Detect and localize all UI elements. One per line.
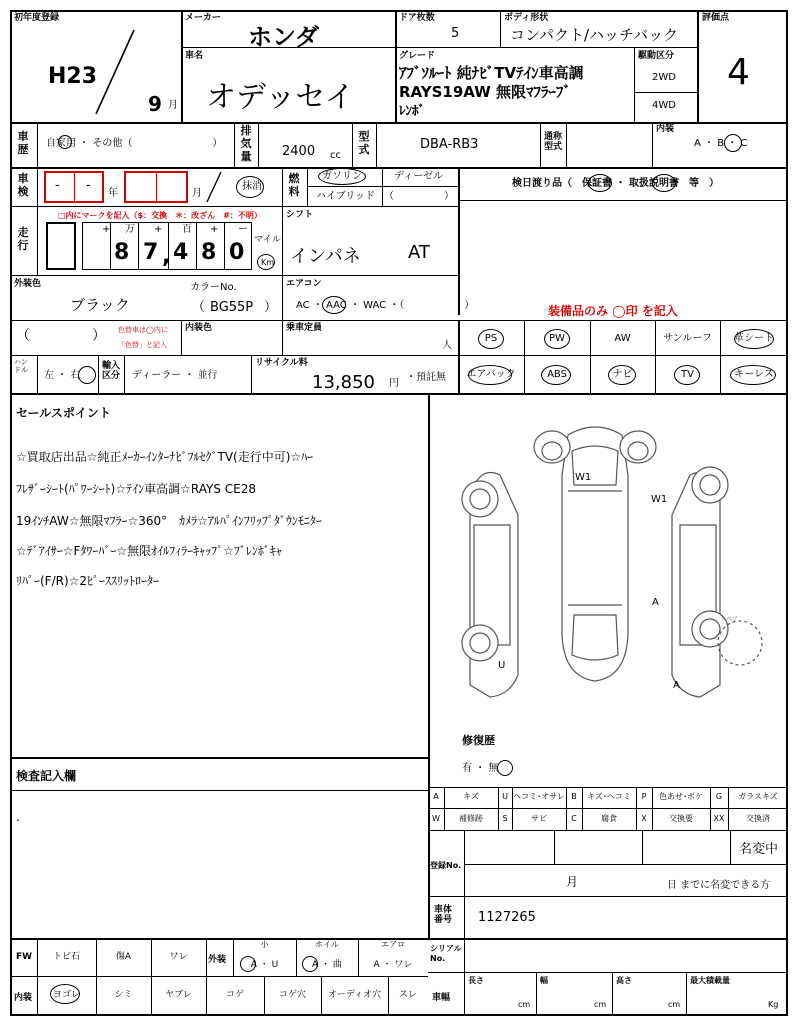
unit-hyaku: 百 — [182, 224, 192, 235]
divider — [10, 206, 458, 207]
slash — [203, 170, 225, 204]
mileage-digit-3: 4 — [173, 240, 189, 265]
maker: ホンダ — [248, 23, 320, 51]
divider — [697, 10, 699, 122]
type-code: DBA-RB3 — [420, 137, 479, 152]
grade-line2: RAYS19AW 無限ﾏﾌﾗｰﾌﾞ — [399, 83, 571, 101]
equip-sunroof: サンルーフ — [663, 333, 712, 344]
divider — [10, 167, 788, 169]
int-item: ヨゴレ — [52, 990, 80, 1000]
divider — [428, 393, 430, 938]
score-label: 評価点 — [702, 13, 730, 23]
chassis-no: 1127265 — [478, 910, 536, 925]
ac-value: AC ・ AAC ・ WAC ・（ ） — [296, 300, 475, 311]
height-label: 高さ — [616, 976, 632, 985]
fuel-diesel: ディーゼル — [394, 171, 443, 182]
spare-label: スペア — [720, 616, 739, 623]
damage-mark: A — [652, 597, 659, 608]
divider — [428, 808, 788, 809]
chassis-label: 車体番号 — [434, 905, 453, 925]
car-top-view — [534, 427, 656, 681]
ac-label: エアコン — [286, 279, 322, 289]
repair-none-circle — [497, 760, 513, 776]
displacement: 2400 — [282, 144, 316, 159]
handle-label: ハンドル — [14, 358, 28, 374]
equip-ps-circle — [478, 329, 504, 349]
color-no-label: カラーNo. — [190, 282, 237, 293]
fw-label: FW — [16, 952, 33, 962]
divider — [10, 320, 788, 321]
fuel-hybrid: ハイブリッド — [316, 191, 375, 202]
divider — [37, 206, 38, 275]
divider — [540, 122, 541, 167]
inspection-none-circle — [236, 176, 264, 198]
int-item: コゲ — [225, 990, 244, 1000]
import-label: 輸入区分 — [102, 361, 121, 381]
divider — [37, 167, 38, 206]
tick: + — [102, 224, 111, 235]
equip-pw: PW — [549, 333, 565, 344]
divider — [458, 320, 460, 393]
exterior-label: 外装色 — [14, 279, 42, 289]
divider — [634, 47, 635, 122]
equip-airbag-circle — [468, 365, 512, 385]
handle-value: 左 ・ 右 — [44, 370, 81, 381]
divider — [352, 122, 353, 167]
legend-code: G — [715, 792, 723, 801]
deposit: ・預託無 — [406, 372, 446, 383]
repair-value: 有 ・ 無 — [462, 763, 499, 774]
divider — [382, 167, 383, 206]
serial-label: シリアルNo. — [430, 944, 462, 963]
divider — [181, 10, 183, 122]
tick: + — [154, 224, 163, 235]
legend-code: S — [502, 814, 508, 823]
ext-small-label: 小 — [260, 940, 269, 949]
int-item: コゲ穴 — [278, 990, 306, 1000]
mileage-digit-5: 0 — [229, 240, 245, 265]
equip-tv-circle — [674, 365, 700, 385]
divider — [282, 275, 283, 355]
first-reg-month: 9 — [148, 92, 162, 116]
legend-desc: 交換要 — [669, 814, 693, 823]
mileage-comma: , — [162, 244, 171, 269]
docs-label: 検日渡り品（ 保証書 ・ 取扱説明書 等 ） — [512, 178, 719, 189]
ext-label: 外装 — [208, 955, 227, 965]
model-label: 車名 — [185, 51, 204, 61]
divider — [181, 320, 182, 355]
divider — [458, 355, 788, 356]
divider — [464, 864, 788, 865]
divider — [730, 830, 731, 864]
spare-tire-view — [718, 621, 762, 665]
shift-label: シフト — [286, 210, 314, 220]
unit-mile: マイル — [254, 235, 281, 245]
sales-line-4: ☆ﾃﾞｱｲｻｰ☆Fﾀﾜｰﾊﾞｰ☆無限ｵｲﾙﾌｨﾗｰｷｬｯﾌﾟ☆ﾌﾞﾚﾝﾎﾞｷｬ — [16, 544, 282, 558]
repair-label: 修復歴 — [462, 734, 495, 747]
doors: 5 — [451, 26, 460, 41]
color-note2: 「色替」と記入 — [118, 341, 167, 349]
divider — [428, 938, 788, 940]
divider — [96, 938, 97, 1016]
disp-label: 排気量 — [240, 124, 252, 163]
equip-navi: ナビ — [612, 369, 633, 380]
equip-airbag: エアバック — [466, 369, 516, 380]
docs-circle-manual — [652, 174, 676, 192]
score: 4 — [727, 52, 750, 93]
int-item: スレ — [398, 990, 417, 1000]
height-unit: cm — [668, 1000, 681, 1009]
equip-keyless-circle — [730, 365, 776, 385]
sales-line-3: 19ｲﾝﾁAW☆無限ﾏﾌﾗｰ☆360° ｶﾒﾗ☆ｱﾙﾊﾟｲﾝﾌﾘｯﾌﾟﾀﾞｳﾝﾓﾆﾀｰ — [16, 514, 322, 528]
divider — [37, 938, 38, 1016]
divider — [634, 92, 697, 93]
divider — [720, 320, 721, 393]
legend-code: P — [641, 792, 647, 801]
month-unit: 月 — [168, 100, 178, 111]
equip-ps: PS — [484, 333, 498, 344]
weight-unit: Kg — [768, 1000, 779, 1009]
recycle-label: リサイクル料 — [255, 358, 308, 368]
divider — [566, 122, 567, 167]
divider — [395, 10, 397, 122]
mileage-digit-2: 7 — [143, 240, 159, 265]
inspection-label: 車検 — [17, 172, 29, 198]
divider — [151, 938, 152, 1016]
date-slash — [90, 28, 140, 118]
name-change: 名変中 — [739, 842, 779, 857]
divider — [258, 122, 259, 167]
interior-b-circle — [724, 134, 742, 152]
color-note1: 色替車は◯内に — [118, 326, 168, 334]
divider — [590, 320, 591, 393]
legend-desc: 交換済 — [746, 814, 770, 823]
divider — [536, 972, 537, 1016]
ext-aero-value: A ・ ワレ — [373, 960, 413, 970]
interior-color-label: 内装色 — [185, 323, 213, 333]
divider — [655, 320, 656, 393]
transmission: AT — [408, 242, 430, 263]
size-label: 車幅 — [432, 993, 451, 1003]
body-label: ボディ形状 — [504, 13, 549, 23]
equip-navi-circle — [608, 365, 636, 385]
grade-line1: ｱﾌﾞｿﾙｰﾄ 純ﾅﾋﾞTVﾃｲﾝ車高調 — [399, 64, 584, 82]
shift-value: インパネ — [290, 246, 361, 267]
paren-close: ） — [92, 328, 106, 344]
handle-right-circle — [78, 366, 96, 384]
divider — [10, 393, 788, 395]
type-label: 型式 — [358, 130, 370, 156]
damage-mark: W1 — [575, 472, 592, 483]
mileage-mark-box — [46, 222, 76, 270]
import-value: ディーラー ・ 並行 — [132, 370, 218, 381]
legend-code: W — [432, 814, 440, 823]
ext-wheel-label: ホイル — [315, 940, 339, 949]
legend-code: B — [571, 792, 577, 801]
fuel-gasoline-circle — [318, 168, 366, 185]
inspection-year-unit: 年 — [108, 188, 118, 199]
ext-small-circle — [240, 956, 256, 972]
legend-code: C — [571, 814, 577, 823]
capacity-unit: 人 — [442, 340, 452, 351]
dash: - — [86, 178, 91, 193]
equip-leather-circle — [734, 329, 774, 349]
fuel-label: 燃料 — [288, 172, 300, 198]
divider — [74, 171, 75, 203]
car-right-side-view — [672, 467, 728, 697]
legend-code: A — [433, 792, 439, 801]
int-item: オーディオ穴 — [327, 990, 382, 1000]
ext-small-value: A ・ U — [250, 960, 279, 970]
tick: ー — [238, 224, 248, 235]
reg-month: 月 — [566, 875, 579, 889]
divider — [10, 757, 428, 759]
divider — [428, 896, 788, 897]
divider — [282, 206, 283, 275]
divider — [206, 938, 207, 1016]
sales-line-5: ﾘﾊﾟｰ(F/R)☆2ﾋﾟｰｽｽﾘｯﾄﾛｰﾀｰ — [16, 574, 160, 588]
grade-line3: ﾚﾝﾎﾞ — [399, 104, 425, 119]
weight-label: 最大積載量 — [690, 976, 730, 985]
ac-aac-circle — [322, 296, 346, 314]
divider — [124, 355, 125, 393]
legend-code: XX — [713, 814, 725, 823]
sales-line-2: ﾌﾚｻﾞｰｼｰﾄ(ﾊﾟﾜｰｼｰﾄ)☆ﾃｲﾝ車高調☆RAYS CE28 — [16, 482, 257, 496]
fw-item: トビ石 — [52, 952, 80, 962]
inspection-notes-text: . — [16, 810, 20, 824]
divider — [464, 938, 465, 1016]
reg-day-note: 日 までに名変できる方 — [667, 880, 771, 891]
equip-header: 装備品のみ ◯印 を記入 — [548, 304, 678, 318]
equip-tv: TV — [681, 369, 694, 380]
history-value: 自家用 ・ その他（ ） — [46, 138, 223, 149]
interior-label: 内装 — [656, 124, 675, 134]
fw-item: 傷A — [115, 952, 132, 962]
mileage-digit-1: 8 — [114, 240, 130, 265]
fuel-other: （ ） — [384, 191, 454, 202]
int-item: ヤブレ — [165, 990, 192, 1000]
legend-desc: キズ — [463, 792, 479, 801]
history-circle — [58, 135, 72, 149]
unit-km-circle — [257, 254, 275, 270]
mileage-note: □内にマークを記入（$：交換 ＊：改ざん #：不明） — [58, 211, 262, 220]
body-type: コンパクト/ハッチバック — [510, 26, 679, 44]
int-item: シミ — [114, 990, 133, 1000]
legend-code: U — [502, 792, 508, 801]
first-reg-label: 初年度登録 — [14, 13, 60, 23]
divider — [642, 830, 643, 864]
color-no: BG55P — [210, 300, 254, 315]
equip-pw-circle — [544, 329, 570, 349]
damage-mark: W1 — [651, 494, 668, 505]
sales-line-1: ☆買取店出品☆純正ﾒｰｶｰｲﾝﾀｰﾅﾋﾞﾌﾙｾｸﾞTV(走行中可)☆ﾊｰ — [16, 450, 314, 464]
divider — [156, 171, 157, 203]
mileage-label: 走行 — [17, 226, 29, 252]
paren-close: ） — [264, 300, 278, 315]
divider — [500, 10, 501, 47]
cc-unit: cc — [330, 150, 341, 161]
divider — [224, 222, 225, 270]
exterior: ブラック — [70, 296, 130, 314]
legend-desc: ヘコミ･オサレ — [513, 792, 565, 801]
drive-2wd: 2WD — [652, 72, 676, 83]
divider — [686, 972, 687, 1016]
divider — [428, 830, 788, 831]
equip-aw: AW — [614, 333, 631, 344]
divider — [10, 976, 428, 977]
ext-wheel-value: A ・ 曲 — [312, 960, 342, 970]
length-label: 長さ — [468, 976, 484, 985]
tick: + — [210, 224, 219, 235]
length-unit: cm — [518, 1000, 531, 1009]
history-label: 車歴 — [17, 130, 29, 156]
divider — [428, 972, 788, 973]
first-reg-era: H23 — [48, 64, 98, 89]
divider — [138, 222, 139, 270]
fw-item: ワレ — [169, 952, 188, 962]
fuel-gasoline: ガソリン — [322, 171, 362, 182]
inspection-notes-title: 検査記入欄 — [16, 769, 77, 783]
legend-code: X — [641, 814, 647, 823]
yen: 円 — [389, 378, 399, 389]
legend-desc: 色あせ･ボケ — [659, 792, 703, 801]
doors-label: ドア枚数 — [399, 13, 435, 23]
divider — [464, 830, 465, 938]
equip-leather: 革シート — [734, 333, 774, 344]
mileage-digit-4: 8 — [201, 240, 217, 265]
equip-abs-circle — [541, 365, 571, 385]
legend-desc: サビ — [531, 814, 547, 823]
docs-circle-warranty — [588, 174, 612, 192]
divider — [37, 122, 38, 167]
divider — [428, 787, 788, 788]
divider — [234, 122, 235, 167]
divider — [37, 355, 38, 393]
legend-desc: 補修跡 — [459, 814, 483, 823]
divider — [98, 355, 99, 393]
equip-keyless: キーレス — [734, 369, 774, 380]
divider — [524, 320, 525, 393]
divider — [376, 122, 377, 167]
divider — [10, 275, 458, 276]
width-label: 幅 — [540, 976, 548, 985]
cert-label: 通称型式 — [544, 132, 563, 152]
ext-wheel-circle — [302, 956, 318, 972]
divider — [612, 972, 613, 1016]
width-unit: cm — [594, 1000, 607, 1009]
car-diagram — [440, 415, 780, 715]
drive-label: 駆動区分 — [638, 51, 675, 61]
divider — [196, 222, 197, 270]
dash: - — [55, 178, 60, 193]
divider — [458, 167, 460, 315]
paren-open: （ — [16, 328, 30, 344]
divider — [652, 122, 653, 167]
ext-aero-label: エアロ — [381, 940, 405, 949]
legend-desc: ガラスキズ — [738, 792, 778, 801]
drive-4wd: 4WD — [652, 100, 676, 111]
recycle-amount: 13,850 — [312, 372, 375, 393]
divider — [458, 200, 788, 201]
divider — [251, 355, 252, 393]
maker-label: メーカー — [185, 13, 221, 23]
interior-grade: A ・ B ・ C — [694, 138, 748, 149]
inspection-none: 抹消 — [242, 181, 262, 192]
sales-points-title: セールスポイント — [16, 406, 111, 420]
model: オデッセイ — [206, 80, 355, 115]
grade-label: グレード — [399, 51, 436, 61]
car-left-side-view — [462, 473, 518, 698]
legend-desc: キズ･ヘコミ — [587, 792, 631, 801]
legend-desc: 腐食 — [601, 814, 617, 823]
int-label: 内装 — [14, 993, 33, 1003]
paren-open: （ — [192, 300, 206, 315]
reg-no-label: 登録No. — [430, 861, 462, 870]
unit-man: 万 — [125, 224, 135, 235]
equip-abs: ABS — [547, 369, 567, 380]
divider — [282, 167, 283, 206]
damage-mark: U — [498, 660, 506, 671]
divider — [10, 790, 428, 791]
damage-mark: A — [673, 680, 680, 691]
capacity-label: 乗車定員 — [286, 323, 323, 333]
int-dirt-circle — [50, 984, 80, 1004]
unit-km: Km — [261, 258, 275, 267]
inspection-month-unit: 月 — [192, 188, 202, 199]
divider — [554, 830, 555, 864]
